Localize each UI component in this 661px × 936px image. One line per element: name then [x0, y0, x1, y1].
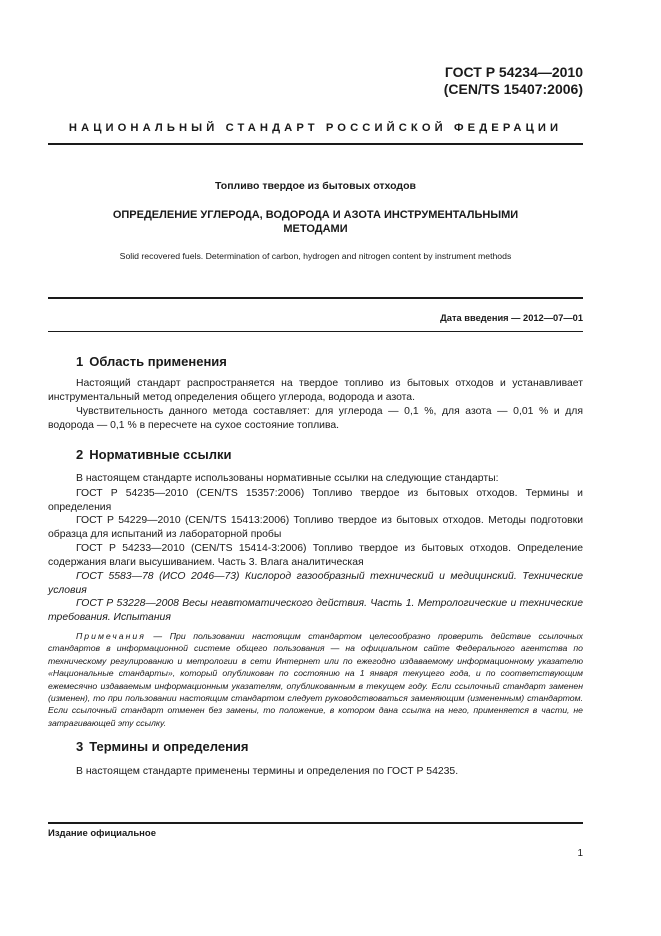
title-divider [48, 297, 583, 299]
paragraph: Чувствительность данного метода составляет: для углерода — 0,1 %, для азота — 0,01 % и для водорода — 0,1 % в пересчете на сухое состояние топлива. [48, 406, 583, 431]
section-number: 1 [76, 354, 84, 369]
footer-divider [48, 822, 583, 824]
section-heading-scope [76, 354, 227, 369]
reference-item: ГОСТ Р 54235—2010 (CEN/TS 15357:2006) Топливо твердое из бытовых отходов. Термины и определения [48, 488, 583, 513]
note [48, 630, 583, 729]
document-subject: Топливо твердое из бытовых отходов [215, 180, 416, 192]
reference-item: ГОСТ Р 54233—2010 (CEN/TS 15414-3:2006) Топливо твердое из бытовых отходов. Определение содержания влаги высушиванием. Часть 3. Влага аналитическая [48, 543, 583, 568]
standard-number-line1: ГОСТ Р 54234—2010 [444, 64, 583, 80]
paragraph: В настоящем стандарте применены термины и определения по ГОСТ Р 54235. [76, 766, 459, 777]
note-text: — При пользовании настоящим стандартом целесообразно проверить действие ссылочных стандартов в информационной системе общего пользования — на официальном сайте Федерального агентства по техническому регулированию и метрологии в сети Интернет или по ежегодно издаваемому информационному указателю «Национальные стандарты», который опубликован по состоянию на 1 января текущего года, и по соответствующим ежемесячно издаваемым информационным указателям, опубликованным в текущем году. Если ссылочный стандарт заменен (изменен), то при пользовании настоящим стандартом следует руководствоваться заменяющим (измененным) стандартом. Если ссылочный стандарт отменен без замены, то положение, в котором дана ссылка на него, применяется в части, не затрагивающей эту ссылку. [48, 631, 583, 728]
intro-date: Дата введения — 2012—07—01 [440, 313, 583, 323]
reference-item: ГОСТ 5583—78 (ИСО 2046—73) Кислород газообразный технический и медицинский. Технические условия [48, 571, 583, 596]
section-heading-references [76, 447, 231, 462]
section-number: 2 [76, 447, 84, 462]
paragraph: В настоящем стандарте использованы нормативные ссылки на следующие стандарты: [76, 473, 499, 484]
section-number: 3 [76, 739, 84, 754]
section-title: Нормативные ссылки [89, 447, 232, 462]
standard-number-line2: (CEN/TS 15407:2006) [443, 81, 583, 97]
date-divider [48, 331, 583, 332]
header-divider [48, 143, 583, 145]
reference-item: ГОСТ Р 54229—2010 (CEN/TS 15413:2006) Топливо твердое из бытовых отходов. Методы подготовки образца для испытаний из лабораторной пробы [48, 515, 583, 540]
section-title: Область применения [89, 354, 227, 369]
note-label: Примечания [76, 631, 146, 641]
edition-label: Издание официальное [48, 828, 156, 839]
paragraph: Настоящий стандарт распространяется на твердое топливо из бытовых отходов и устанавливает инструментальный метод определения общего углерода, водорода и азота. [48, 378, 583, 403]
reference-item: ГОСТ Р 53228—2008 Весы неавтоматического действия. Часть 1. Метрологические и технические требования. Испытания [48, 598, 583, 623]
section-title: Термины и определения [89, 739, 249, 754]
national-standard-heading: НАЦИОНАЛЬНЫЙ СТАНДАРТ РОССИЙСКОЙ ФЕДЕРАЦИИ [68, 122, 563, 134]
standard-number [444, 64, 583, 98]
document-title: ОПРЕДЕЛЕНИЕ УГЛЕРОДА, ВОДОРОДА И АЗОТА ИНСТРУМЕНТАЛЬНЫМИ МЕТОДАМИ [112, 209, 519, 235]
page-number: 1 [577, 848, 583, 859]
english-title: Solid recovered fuels. Determination of carbon, hydrogen and nitrogen content by instrument methods [119, 251, 512, 261]
section-heading-terms [76, 739, 249, 754]
